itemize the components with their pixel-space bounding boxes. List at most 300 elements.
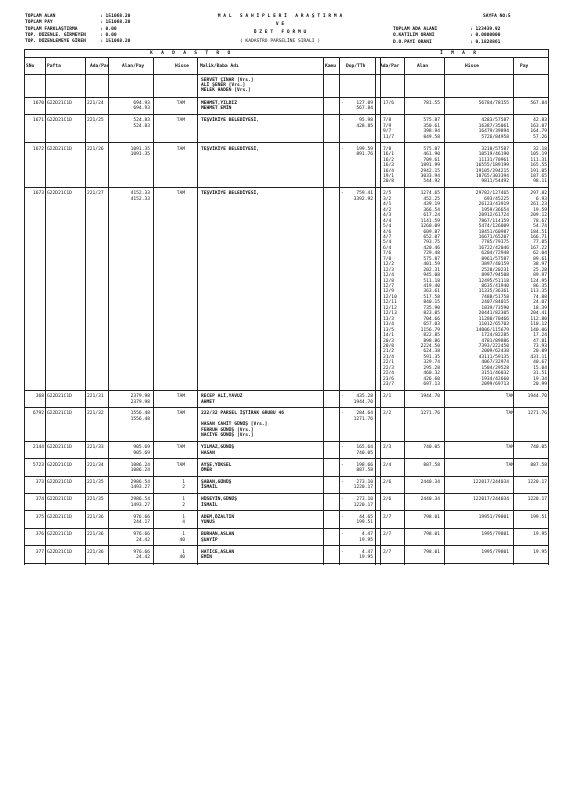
row-dop-tth: 891.76 xyxy=(356,152,373,158)
row-ada-parsel: 221/31 xyxy=(87,394,104,400)
owner-name: AHMET xyxy=(201,399,215,405)
row-alan-pay: 4152.33 xyxy=(130,196,150,202)
imar-alan: 544.92 xyxy=(423,179,440,185)
report-title: Ö Z E T F O R M U xyxy=(253,30,307,35)
imar-ada-parsel: 21/4 xyxy=(383,354,395,360)
imar-hisse: 16722/42046 xyxy=(478,245,509,251)
row-kamu: - xyxy=(341,497,344,503)
row-hisse: TAM xyxy=(176,191,185,197)
imar-pay: 187.65 xyxy=(530,173,547,179)
row-kamu: - xyxy=(341,462,344,468)
imar-pay: 105.19 xyxy=(530,152,547,158)
imar-hisse: 6204/72948 xyxy=(481,251,509,257)
row-dop-tth: 273.10 xyxy=(356,480,373,485)
imar-alan: 652.07 xyxy=(423,234,440,240)
imar-ada-parsel: 2/2 xyxy=(383,411,392,417)
imar-ada-parsel: 12/4 xyxy=(383,273,395,279)
row-pafta: G22D21C1D xyxy=(47,118,72,124)
imar-pay: 62.04 xyxy=(533,251,547,257)
imar-alan: 420.46 xyxy=(423,245,440,251)
row-alan-pay: 244.17 xyxy=(133,520,150,526)
imar-alan: 798.01 xyxy=(423,514,440,520)
imar-alan: 624.38 xyxy=(423,349,440,355)
row-ada-parsel: 221/27 xyxy=(87,191,104,197)
row-sno: 1673 xyxy=(32,191,44,197)
imar-ada-parsel: 4/4 xyxy=(383,218,392,224)
imar-ada-parsel: 2/4 xyxy=(383,462,392,468)
row-alan-pay: 24.42 xyxy=(136,555,150,561)
column-header: Alan xyxy=(417,64,429,69)
imar-pay: 1944.70 xyxy=(527,394,547,400)
row-dop-tth: 1220.17 xyxy=(353,485,373,491)
imar-alan: 849.58 xyxy=(423,134,440,140)
owner-name: RECEP ALİ,YAVUZ xyxy=(201,394,243,400)
row-alan-pay: 976.66 xyxy=(133,514,150,520)
summary-label: TOPLAM FARKLAŞTIRMA xyxy=(25,26,78,32)
row-alan-pay: 1493.27 xyxy=(130,502,150,508)
imar-ada-parsel: 4/1 xyxy=(383,202,392,208)
row-ada-parsel: 221/36 xyxy=(87,532,104,538)
imar-alan: 617.24 xyxy=(423,213,440,219)
row-dop-tth: 127.09 xyxy=(356,101,373,106)
table-border xyxy=(548,49,549,57)
imar-pay: 18.39 xyxy=(533,305,547,311)
imar-hisse: TAM xyxy=(505,462,514,468)
owner-name: ŞABAN,GÜNÜŞ xyxy=(201,480,232,485)
row-hisse: TAM xyxy=(176,411,185,417)
row-hisse: 2 xyxy=(182,502,185,508)
imar-pay: 74.88 xyxy=(533,294,547,300)
row-ada-parsel: 221/26 xyxy=(87,146,104,152)
column-header: Pafta xyxy=(47,64,61,69)
row-hisse: TAM xyxy=(176,146,185,152)
row-hisse: 4 xyxy=(182,520,185,526)
row-kamu: - xyxy=(341,445,344,451)
imar-hisse: 2099/69713 xyxy=(481,382,509,388)
row-divider xyxy=(24,563,548,564)
imar-alan: 1271.76 xyxy=(420,411,440,417)
imar-alan: 798.01 xyxy=(423,549,440,555)
imar-ada-parsel: 22/3 xyxy=(383,365,395,371)
row-ada-parsel: 221/36 xyxy=(87,514,104,520)
summary-label: TOP. DÜZENLEMEYE GİREN xyxy=(25,39,86,45)
row-hisse: TAM xyxy=(176,101,185,106)
imar-ada-parsel: 16/3 xyxy=(383,163,395,169)
imar-ada-parsel: 23/7 xyxy=(383,382,395,388)
row-dop-tth: 44.65 xyxy=(359,514,373,520)
row-dop-tth: 1220.17 xyxy=(353,502,373,508)
imar-pay: 24.07 xyxy=(533,300,547,306)
imar-alan: 729.48 xyxy=(423,251,440,257)
imar-alan: 2942.15 xyxy=(420,168,440,174)
row-alan-pay: 2379.98 xyxy=(130,399,150,405)
row-sno: 1670 xyxy=(32,101,44,106)
imar-ada-parsel: 2/7 xyxy=(383,549,392,555)
row-pafta: G22D21C1D xyxy=(47,191,72,197)
imar-alan: 439.19 xyxy=(423,202,440,208)
row-sno: 368 xyxy=(35,394,44,400)
row-divider xyxy=(24,187,548,188)
row-dop-tth: 759.41 xyxy=(356,191,373,197)
imar-alan: 2440.34 xyxy=(420,480,440,485)
imar-ada-parsel: 2/6 xyxy=(383,480,392,485)
column-header: Malik/Baba Adı xyxy=(200,64,239,69)
column-header: Ada/Par xyxy=(380,64,400,69)
imar-hisse: TAM xyxy=(505,411,514,417)
imar-alan: 202.31 xyxy=(423,267,440,273)
summary-value: : 0.1828861 xyxy=(470,39,501,45)
imar-pay: 1220.17 xyxy=(527,480,547,485)
imar-pay: 25.28 xyxy=(533,267,547,273)
imar-ada-parsel: 7/9 xyxy=(383,123,392,129)
imar-hisse: 1934/42660 xyxy=(481,376,509,382)
column-divider xyxy=(444,57,445,565)
row-pafta: G22D21C1D xyxy=(47,462,72,468)
row-pafta: G22D21C1D xyxy=(47,480,72,485)
column-divider xyxy=(548,57,549,565)
imar-alan: 898.86 xyxy=(423,338,440,344)
owner-name: ADEM,ÖZALTIN xyxy=(201,514,235,520)
row-hisse: TAM xyxy=(176,118,185,124)
imar-hisse: 11131/70961 xyxy=(478,157,509,163)
row-alan-pay: 4152.33 xyxy=(130,191,150,197)
imar-alan: 1944.70 xyxy=(420,394,440,400)
imar-hisse: 8997/94508 xyxy=(481,273,509,279)
imar-ada-parsel: 12/10 xyxy=(383,294,397,300)
owner-name: MELEK HADEN [Vrs.] xyxy=(201,88,251,94)
imar-pay: 86.35 xyxy=(533,284,547,289)
imar-hisse: 1995/79801 xyxy=(481,532,509,538)
column-header: Pay xyxy=(520,64,529,69)
imar-ada-parsel: 2/5 xyxy=(383,191,392,197)
imar-hisse: 11012/65703 xyxy=(478,322,509,328)
imar-hisse: 2009/62438 xyxy=(481,349,509,355)
imar-hisse: 18451/60987 xyxy=(478,229,509,235)
imar-alan: 350.61 xyxy=(423,123,440,129)
column-divider xyxy=(339,57,340,565)
imar-pay: 19.95 xyxy=(533,532,547,538)
imar-hisse: 20441/82305 xyxy=(478,311,509,317)
row-alan-pay: 905.69 xyxy=(133,450,150,456)
row-dop-tth: 284.64 xyxy=(356,411,373,417)
imar-hisse: 43111/59135 xyxy=(478,354,509,360)
imar-alan: 823.05 xyxy=(423,311,440,317)
imar-alan: 295.28 xyxy=(423,365,440,371)
row-sno: 5723 xyxy=(32,462,44,468)
column-header: Kamu xyxy=(325,64,337,69)
imar-ada-parsel: 6/4 xyxy=(383,245,392,251)
imar-pay: 77.85 xyxy=(533,240,547,246)
owner-name: ALİ ŞENER [Vrs.] xyxy=(201,83,246,89)
column-divider xyxy=(45,57,46,565)
row-alan-pay: 24.42 xyxy=(136,537,150,543)
imar-ada-parsel: 2/6 xyxy=(383,497,392,503)
row-ada-parsel: 221/24 xyxy=(87,101,104,106)
imar-hisse: 8635/41940 xyxy=(481,284,509,289)
owner-name: MEHMET,YILDIZ xyxy=(201,101,237,106)
imar-ada-parsel: 5/4 xyxy=(383,240,392,246)
imar-alan: 2440.34 xyxy=(420,497,440,503)
owner-name: YILMAZ,GÜNÜŞ xyxy=(201,445,235,451)
imar-ada-parsel: 19/1 xyxy=(383,173,395,179)
imar-alan: 2224.50 xyxy=(420,343,440,349)
owner-name: HASAN xyxy=(201,450,215,456)
row-pafta: G22D21C1D xyxy=(47,497,72,503)
imar-hisse: 7393/222450 xyxy=(478,343,509,349)
row-hisse: 40 xyxy=(179,537,185,543)
report-title: V E xyxy=(275,22,285,27)
imar-hisse: 10519/46190 xyxy=(478,152,509,158)
row-kamu: - xyxy=(341,101,344,106)
row-hisse: TAM xyxy=(176,445,185,451)
row-sno: 6792 xyxy=(32,411,44,417)
row-alan-pay: 1556.48 xyxy=(130,411,150,417)
imar-ada-parsel: 5/4 xyxy=(383,224,392,230)
imar-hisse: 11280/70466 xyxy=(478,316,509,322)
imar-pay: 110.12 xyxy=(530,322,547,328)
row-ada-parsel: 221/34 xyxy=(87,462,104,468)
row-alan-pay: 694.93 xyxy=(133,106,150,112)
imar-ada-parsel: 20/8 xyxy=(383,343,395,349)
imar-pay: 166.71 xyxy=(530,234,547,240)
owner-name: ÖMER xyxy=(201,468,213,474)
imar-pay: 431.11 xyxy=(530,354,547,360)
owner-name: HASAN CAHİT GÜNÜŞ [Vrs.] xyxy=(201,422,268,428)
imar-hisse: 16555/189199 xyxy=(475,163,509,169)
row-dop-tth: 199.59 xyxy=(356,146,373,152)
imar-alan: 1260.09 xyxy=(420,224,440,230)
owner-name: HATİCE,ASLAN xyxy=(201,549,235,555)
imar-alan: 887.58 xyxy=(423,462,440,468)
summary-label: D.O.PAYI ORANI xyxy=(393,39,432,45)
row-hisse: TAM xyxy=(176,462,185,468)
imar-alan: 329.74 xyxy=(423,360,440,366)
imar-pay: 54.74 xyxy=(533,224,547,230)
imar-ada-parsel: 12/3 xyxy=(383,267,395,273)
imar-pay: 89.61 xyxy=(533,256,547,262)
report-title: M A L S A H İ P L E R İ A R A Ş T I R M A xyxy=(217,14,343,19)
imar-hisse: 19105/294215 xyxy=(475,168,509,174)
imar-pay: 204.41 xyxy=(530,311,547,317)
row-sno: 375 xyxy=(35,514,44,520)
row-alan-pay: 1493.27 xyxy=(130,485,150,491)
summary-value: : 151068.20 xyxy=(100,14,131,19)
row-dop-tth: 428.85 xyxy=(356,123,373,129)
row-sno: 2144 xyxy=(32,445,44,451)
owner-name: SERVET ÇINAR [Vrs.] xyxy=(201,78,254,83)
imar-hisse: TAM xyxy=(505,394,514,400)
imar-pay: 112.80 xyxy=(530,316,547,322)
imar-hisse: 3151/46032 xyxy=(481,371,509,377)
imar-pay: 1271.76 xyxy=(527,411,547,417)
imar-ada-parsel: 4/3 xyxy=(383,213,392,219)
imar-hisse: 4781/89886 xyxy=(481,338,509,344)
row-pafta: G22D21C1D xyxy=(47,411,72,417)
imar-alan: 1141.59 xyxy=(420,218,440,224)
row-pafta: G22D21C1D xyxy=(47,514,72,520)
row-sno: 377 xyxy=(35,549,44,555)
imar-ada-parsel: 9/7 xyxy=(383,129,392,135)
imar-ada-parsel: 7/8 xyxy=(383,256,392,262)
imar-ada-parsel: 2/7 xyxy=(383,514,392,520)
summary-label: TOP. DÜZENLE. GİRMEYEN xyxy=(25,32,86,38)
imar-hisse: 4283/57587 xyxy=(481,118,509,124)
imar-hisse: 5474/126009 xyxy=(478,224,509,230)
row-divider xyxy=(24,142,548,143)
imar-pay: 140.06 xyxy=(530,327,547,333)
owner-name: AYŞE,YÜKSEL xyxy=(201,462,232,468)
summary-value: : 0.0000000 xyxy=(470,33,501,39)
imar-hisse: 3897/40159 xyxy=(481,262,509,268)
imar-pay: 57.26 xyxy=(533,134,547,140)
row-hisse: 1 xyxy=(182,497,185,503)
imar-pay: 42.83 xyxy=(533,118,547,124)
imar-alan: 419.40 xyxy=(423,284,440,289)
row-hisse: TAM xyxy=(176,394,185,400)
imar-alan: 3033.94 xyxy=(420,173,440,179)
row-kamu: - xyxy=(341,480,344,485)
imar-ada-parsel: 22/4 xyxy=(383,371,395,377)
row-dop-tth: 740.05 xyxy=(356,450,373,456)
owner-name: YUNUS xyxy=(201,520,215,526)
owner-name: İSMAİL xyxy=(201,502,218,508)
row-dop-tth: 273.10 xyxy=(356,497,373,503)
owner-name: 222/32 PARSEL İŞTİRAK GRUBU 46 xyxy=(201,411,284,417)
row-dop-tth: 567.84 xyxy=(356,106,373,112)
imar-alan: 460.32 xyxy=(423,371,440,377)
imar-hisse: 16671/65207 xyxy=(478,234,509,240)
imar-pay: 20.09 xyxy=(533,349,547,355)
imar-alan: 591.35 xyxy=(423,354,440,360)
imar-ada-parsel: 16/2 xyxy=(383,157,395,163)
imar-pay: 73.93 xyxy=(533,343,547,349)
imar-ada-parsel: 2/7 xyxy=(383,532,392,538)
row-divider xyxy=(24,528,548,529)
page-number: SAYFA NO:5 xyxy=(483,14,511,19)
imar-alan: 609.87 xyxy=(423,229,440,235)
column-divider xyxy=(323,57,324,565)
row-dop-tth: 435.28 xyxy=(356,394,373,400)
report-title: ( KADASTRO PARSELİNE SIRALI ) xyxy=(239,39,321,44)
row-alan-pay: 905.69 xyxy=(133,445,150,451)
imar-hisse: 5726/84958 xyxy=(481,134,509,140)
owner-name: MEHMET EMİN xyxy=(201,106,232,112)
owner-name: BURHAN,ASLAN xyxy=(201,532,235,538)
row-divider xyxy=(24,493,548,494)
imar-ada-parsel: 16/4 xyxy=(383,168,395,174)
row-dop-tth: 887.58 xyxy=(356,468,373,474)
imar-pay: 40.67 xyxy=(533,360,547,366)
column-divider xyxy=(153,57,154,565)
imar-alan: 657.03 xyxy=(423,322,440,328)
imar-ada-parsel: 22/1 xyxy=(383,360,395,366)
imar-hisse: 122017/244034 xyxy=(473,497,509,503)
imar-pay: 6.93 xyxy=(535,196,547,202)
row-hisse: 40 xyxy=(179,555,185,561)
imar-ada-parsel: 2/3 xyxy=(383,445,392,451)
imar-alan: 401.59 xyxy=(423,262,440,268)
imar-pay: 19.59 xyxy=(533,207,547,213)
row-alan-pay: 1091.35 xyxy=(130,152,150,158)
row-dop-tth: 165.64 xyxy=(356,445,373,451)
row-divider xyxy=(24,510,548,511)
section-imar: İ M A R xyxy=(440,51,476,56)
row-ada-parsel: 221/35 xyxy=(87,497,104,503)
row-hisse: 1 xyxy=(182,514,185,520)
row-dop-tth: 4.47 xyxy=(361,549,373,555)
imar-ada-parsel: 14/1 xyxy=(383,333,395,339)
row-dop-tth: 19.95 xyxy=(359,555,373,561)
imar-hisse: 3218/57587 xyxy=(481,146,509,152)
imar-alan: 366.54 xyxy=(423,207,440,213)
owner-name: TEŞVİKİYE BELEDİYESİ, xyxy=(201,118,260,124)
imar-ada-parsel: 17/6 xyxy=(383,101,395,106)
imar-pay: 47.81 xyxy=(533,338,547,344)
row-sno: 374 xyxy=(35,497,44,503)
row-sno: 373 xyxy=(35,480,44,485)
row-hisse: 1 xyxy=(182,532,185,538)
imar-pay: 98.11 xyxy=(533,179,547,185)
owner-name: EMİN xyxy=(201,555,213,561)
imar-ada-parsel: 12/9 xyxy=(383,289,395,295)
imar-pay: 567.84 xyxy=(530,101,547,106)
imar-hisse: 1839/73590 xyxy=(481,305,509,311)
imar-alan: 709.61 xyxy=(423,157,440,163)
imar-pay: 17.24 xyxy=(533,333,547,339)
imar-ada-parsel: 7/6 xyxy=(383,251,392,257)
imar-ada-parsel: 23/6 xyxy=(383,376,395,382)
imar-pay: 113.35 xyxy=(530,289,547,295)
imar-alan: 1274.65 xyxy=(420,191,440,197)
row-kamu: - xyxy=(341,514,344,520)
column-divider xyxy=(513,57,514,565)
imar-ada-parsel: 12/8 xyxy=(383,278,395,284)
row-sno: 376 xyxy=(35,532,44,538)
imar-alan: 945.08 xyxy=(423,273,440,279)
imar-alan: 735.90 xyxy=(423,305,440,311)
owner-name: HÜSEYİN,GÜNÜŞ xyxy=(201,497,237,503)
imar-ada-parsel: 3/2 xyxy=(383,196,392,202)
summary-value: : 0.00 xyxy=(100,32,117,38)
owner-name: FERRUH GÜNÜŞ [Vrs.] xyxy=(201,427,254,433)
row-kamu: - xyxy=(341,394,344,400)
imar-ada-parsel: 12/11 xyxy=(383,300,397,306)
imar-hisse: 19951/79801 xyxy=(478,514,509,520)
summary-label: TOPLAM ADA ALANI xyxy=(393,27,438,32)
imar-pay: 164.79 xyxy=(530,129,547,135)
imar-hisse: 18765/303394 xyxy=(475,173,509,179)
owner-name: TEŞVİKİYE BELEDİYESİ, xyxy=(201,146,260,152)
table-border xyxy=(24,49,25,57)
row-divider xyxy=(24,441,548,442)
imar-pay: 78.67 xyxy=(533,218,547,224)
row-alan-pay: 2379.98 xyxy=(130,394,150,400)
row-alan-pay: 976.66 xyxy=(133,532,150,538)
imar-pay: 184.51 xyxy=(530,229,547,235)
imar-hisse: 693/45225 xyxy=(484,196,509,202)
imar-ada-parsel: 20/8 xyxy=(383,179,395,185)
row-alan-pay: 1086.24 xyxy=(130,468,150,474)
column-header: Dop/TTh xyxy=(346,64,366,69)
imar-alan: 426.60 xyxy=(423,376,440,382)
table-top-border xyxy=(24,49,548,50)
imar-hisse: 9811/54492 xyxy=(481,179,509,185)
imar-pay: 887.58 xyxy=(530,462,547,468)
column-divider xyxy=(404,57,405,565)
imar-ada-parsel: 12/2 xyxy=(383,262,395,268)
imar-hisse: 2528/20231 xyxy=(481,267,509,273)
imar-ada-parsel: 11/7 xyxy=(383,134,395,140)
